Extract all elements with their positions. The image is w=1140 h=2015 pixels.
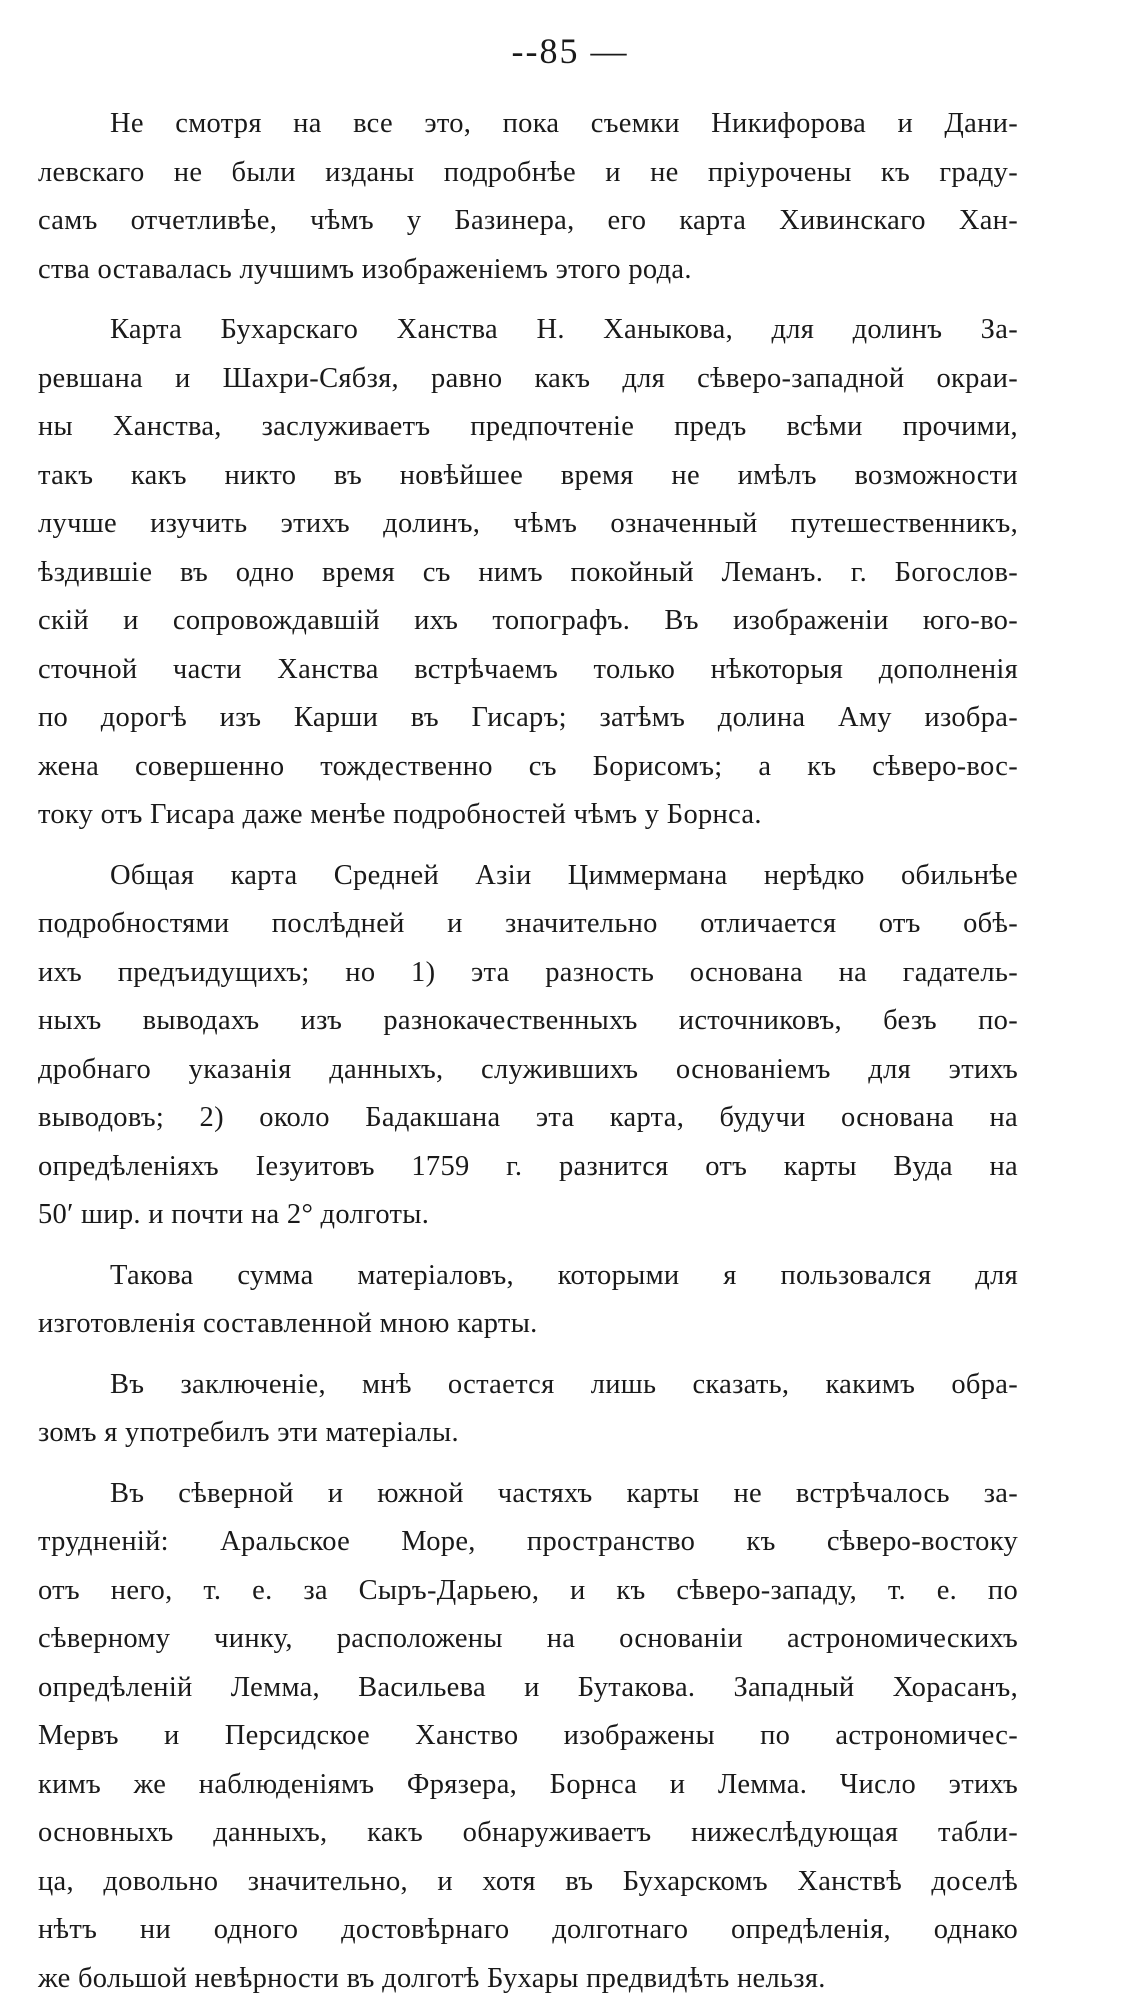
paragraph — [38, 100, 1018, 294]
text-line: ства оставалась лучшимъ изображеніемъ этого рода. — [38, 253, 692, 285]
text-line: изготовленія составленной мною карты. — [38, 1308, 538, 1339]
text-line: ныхъ выводахъ изъ разнокачественныхъ источниковъ, безъ по- — [38, 1005, 1018, 1036]
text-line: же большой невѣрности въ долготѣ Бухары предвидѣть нельзя. — [38, 1962, 826, 1994]
text-line: самъ отчетливѣе, чѣмъ у Базинера, его карта Хивинскаго Хан- — [38, 205, 1018, 236]
text-line: Мервъ и Персидское Ханство изображены по астрономичес- — [38, 1720, 1018, 1751]
text-line: опредѣленіяхъ Іезуитовъ 1759 г. разнится отъ карты Вуда на — [38, 1150, 1018, 1182]
text-line: сточной части Ханства встрѣчаемъ только нѣкоторыя дополненія — [38, 653, 1018, 685]
body-text — [38, 100, 1018, 2015]
text-line: опредѣленій Лемма, Васильева и Бутакова. Западный Хорасанъ, — [38, 1671, 1018, 1703]
text-line: такъ какъ никто въ новѣйшее время не имѣлъ возможности — [38, 459, 1018, 491]
text-line: току отъ Гисара даже менѣе подробностей чѣмъ у Борнса. — [38, 799, 762, 830]
text-line: выводовъ; 2) около Бадакшана эта карта, будучи основана на — [38, 1102, 1018, 1133]
paragraph — [38, 306, 1018, 840]
paragraph — [38, 1470, 1018, 2004]
text-line: жена совершенно тождественно съ Борисомъ; а къ сѣверо-вос- — [38, 750, 1018, 782]
text-line: Не смотря на все это, пока съемки Никифорова и Дани- — [110, 108, 1018, 139]
text-line: Такова сумма матеріаловъ, которыми я пользовался для — [110, 1259, 1018, 1291]
text-line: нѣтъ ни одного достовѣрнаго долготнаго опредѣленія, однако — [38, 1914, 1018, 1945]
paragraph — [38, 1252, 1018, 1349]
text-line: трудненій: Аральское Море, пространство къ сѣверо-востоку — [38, 1526, 1018, 1557]
paragraph — [38, 852, 1018, 1240]
text-line: зомъ я употребилъ эти матеріалы. — [38, 1417, 459, 1448]
text-line: ревшана и Шахри-Сябзя, равно какъ для сѣверо-западной окраи- — [38, 362, 1018, 394]
text-line: Въ заключеніе, мнѣ остается лишь сказать, какимъ обра- — [110, 1368, 1018, 1400]
text-line: отъ него, т. е. за Сыръ-Дарьею, и къ сѣверо-западу, т. е. по — [38, 1574, 1018, 1606]
text-line: ца, довольно значительно, и хотя въ Бухарскомъ Ханствѣ доселѣ — [38, 1865, 1018, 1897]
text-line: сѣверному чинку, расположены на основаніи астрономическихъ — [38, 1623, 1018, 1654]
text-line: лучше изучить этихъ долинъ, чѣмъ означенный путешественникъ, — [38, 508, 1018, 539]
paragraph — [38, 1361, 1018, 1458]
text-line: подробностями послѣдней и значительно отличается отъ обѣ- — [38, 908, 1018, 939]
text-line: ны Ханства, заслуживаетъ предпочтеніе предъ всѣми прочими, — [38, 411, 1018, 442]
text-line: кимъ же наблюденіямъ Фрязера, Борнса и Лемма. Число этихъ — [38, 1768, 1018, 1800]
text-line: Общая карта Средней Азіи Циммермана нерѣдко обильнѣе — [110, 859, 1018, 891]
text-line: ихъ предъидущихъ; но 1) эта разность основана на гадатель- — [38, 956, 1018, 988]
text-line: скій и сопровождавшій ихъ топографъ. Въ изображеніи юго-во- — [38, 605, 1018, 636]
text-line: 50′ шир. и почти на 2° долготы. — [38, 1199, 430, 1230]
text-line: ѣздившіе въ одно время съ нимъ покойный Леманъ. г. Богослов- — [38, 556, 1018, 588]
text-line: Въ сѣверной и южной частяхъ карты не встрѣчалось за- — [110, 1477, 1018, 1509]
text-line: дробнаго указанія данныхъ, служившихъ основаніемъ для этихъ — [38, 1053, 1018, 1085]
text-line: по дорогѣ изъ Карши въ Гисаръ; затѣмъ долина Аму изобра- — [38, 702, 1018, 733]
text-line: основныхъ данныхъ, какъ обнаруживаетъ нижеслѣдующая табли- — [38, 1817, 1018, 1848]
text-line: левскаго не были изданы подробнѣе и не пріурочены къ граду- — [38, 156, 1018, 188]
page-number: --85 — — [511, 31, 629, 71]
text-line: Карта Бухарскаго Ханства Н. Ханыкова, для долинъ За- — [110, 314, 1018, 345]
